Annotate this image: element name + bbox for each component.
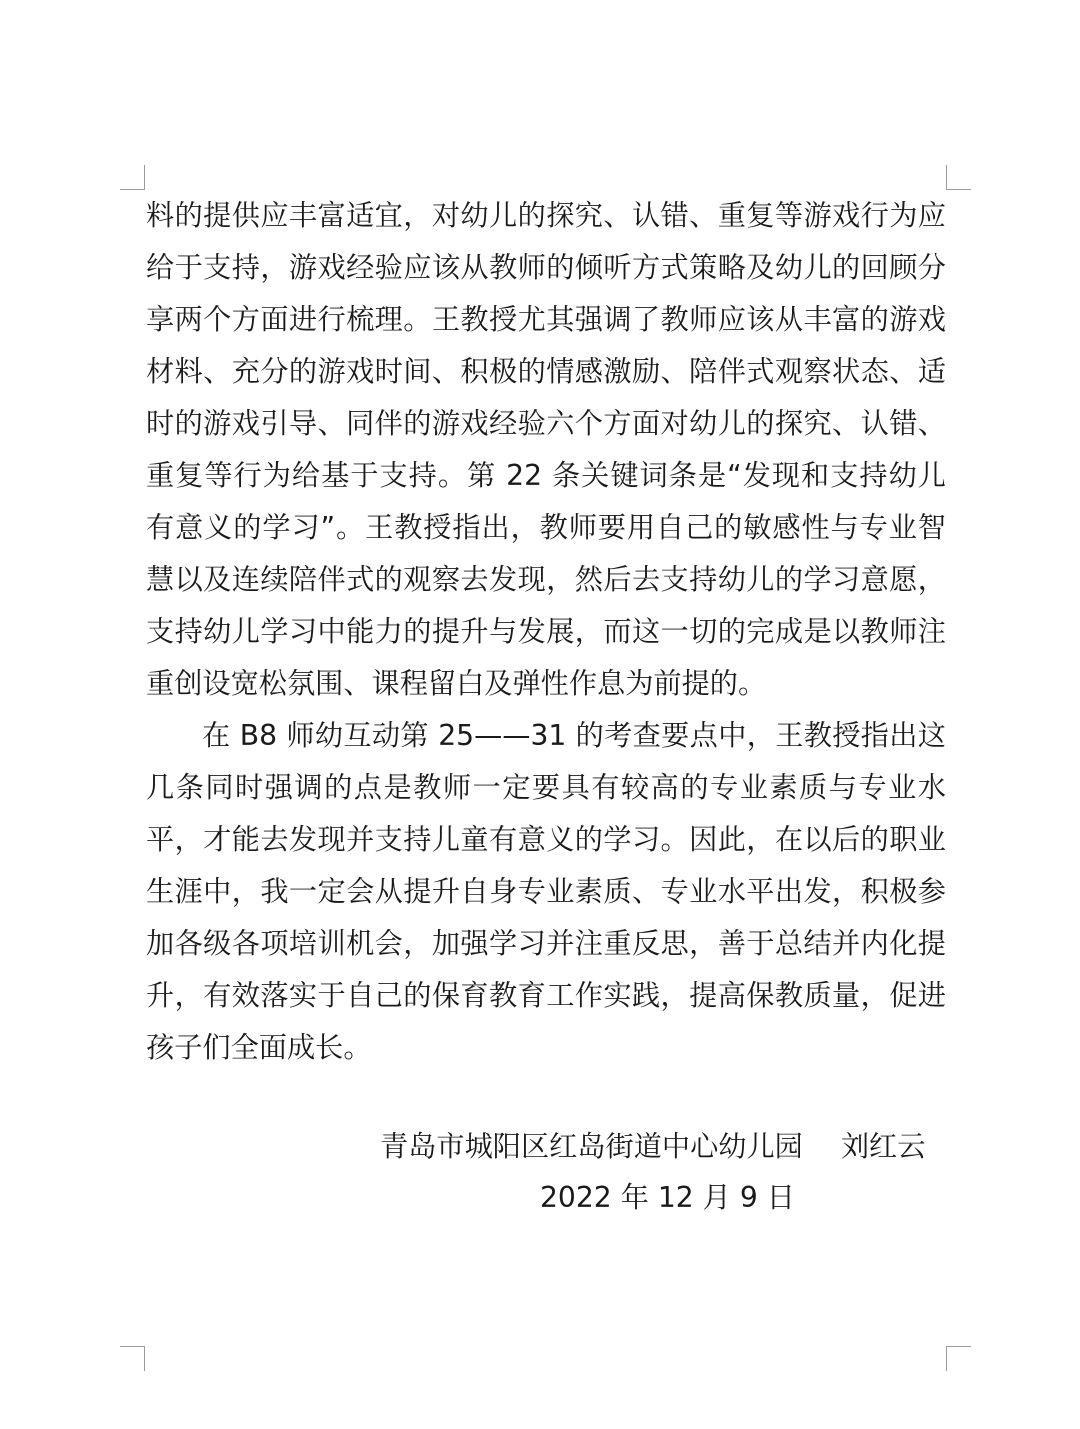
paragraph-line: 生涯中，我一定会从提升自身专业素质、专业水平出发，积极参: [146, 875, 946, 908]
paragraph-line: 材料、充分的游戏时间、积极的情感激励、陪伴式观察状态、适: [146, 355, 946, 388]
paragraph-1: [146, 190, 946, 710]
paragraph-line: 加各级各项培训机会，加强学习并注重反思，善于总结并内化提: [146, 927, 946, 960]
paragraph-line: 孩子们全面成长。: [146, 1031, 372, 1064]
signature-author: 刘红云: [840, 1130, 926, 1163]
paragraph-line: 慧以及连续陪伴式的观察去发现，然后去支持幼儿的学习意愿，: [146, 563, 946, 596]
paragraph-line: 料的提供应丰富适宜，对幼儿的探究、认错、重复等游戏行为应: [146, 199, 946, 232]
signature-date: 2022 年 12 月 9 日: [540, 1181, 795, 1214]
signature-line: [380, 1123, 940, 1171]
paragraph-line: 有意义的学习”。王教授指出，教师要用自己的敏感性与专业智: [146, 511, 946, 544]
crop-mark-bottom-left: [120, 1346, 145, 1371]
paragraph-line: 在 B8 师幼互动第 25——31 的考查要点中，王教授指出这: [202, 719, 946, 752]
body-text: [146, 190, 946, 1074]
paragraph-line: 支持幼儿学习中能力的提升与发展，而这一切的完成是以教师注: [146, 615, 946, 648]
paragraph-line: 几条同时强调的点是教师一定要具有较高的专业素质与专业水: [146, 771, 946, 804]
crop-mark-bottom-right: [946, 1346, 971, 1371]
paragraph-line: 给于支持，游戏经验应该从教师的倾听方式策略及幼儿的回顾分: [146, 251, 946, 284]
paragraph-line: 升，有效落实于自己的保育教育工作实践，提高保教质量，促进: [146, 979, 946, 1012]
paragraph-2: [146, 710, 946, 1074]
paragraph-line: 重复等行为给基于支持。第 22 条关键词条是“发现和支持幼儿: [146, 459, 946, 492]
paragraph-line: 重创设宽松氛围、课程留白及弹性作息为前提的。: [146, 667, 767, 700]
paragraph-line: 时的游戏引导、同伴的游戏经验六个方面对幼儿的探究、认错、: [146, 407, 946, 440]
crop-mark-top-left: [120, 165, 145, 190]
signature-organization: 青岛市城阳区红岛街道中心幼儿园: [380, 1130, 803, 1163]
paragraph-line: 平，才能去发现并支持儿童有意义的学习。因此，在以后的职业: [146, 823, 946, 856]
crop-mark-top-right: [946, 165, 971, 190]
paragraph-line: 享两个方面进行梳理。王教授尤其强调了教师应该从丰富的游戏: [146, 303, 946, 336]
